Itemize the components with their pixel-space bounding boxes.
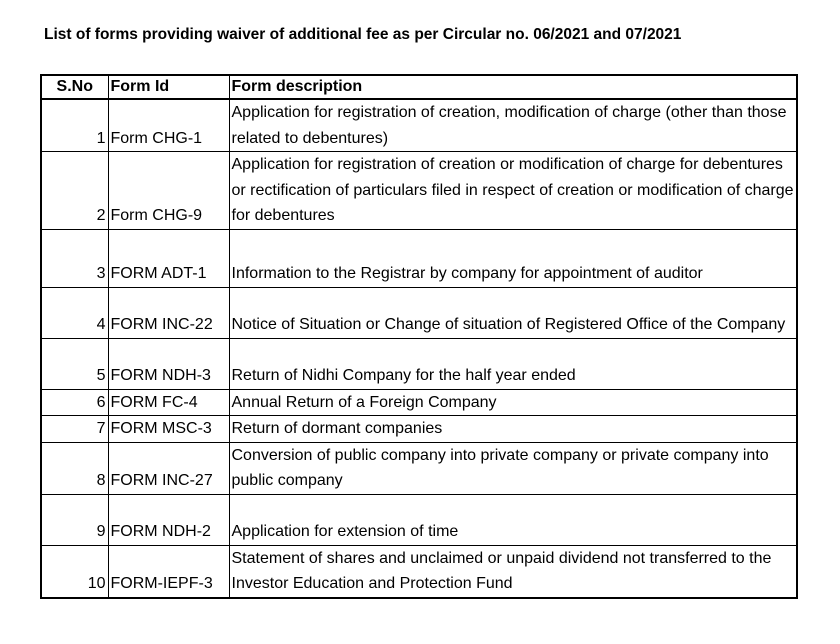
row-form-id: FORM INC-27 <box>108 442 229 494</box>
table-row <box>41 287 797 338</box>
row-sno: 6 <box>41 389 108 416</box>
row-form-description: Statement of shares and unclaimed or unpaid dividend not transferred to the Investor Education and Protection Fund <box>229 545 797 598</box>
header-sno: S.No <box>41 75 108 99</box>
header-form-description: Form description <box>229 75 797 99</box>
row-form-id: FORM INC-22 <box>108 287 229 338</box>
row-form-description: Annual Return of a Foreign Company <box>229 389 797 416</box>
row-form-id: FORM FC-4 <box>108 389 229 416</box>
table-row <box>41 442 797 494</box>
row-form-description: Return of dormant companies <box>229 416 797 443</box>
row-form-id: FORM ADT-1 <box>108 229 229 287</box>
table-row <box>41 229 797 287</box>
row-form-description: Information to the Registrar by company for appointment of auditor <box>229 229 797 287</box>
row-sno: 1 <box>41 99 108 152</box>
forms-table <box>40 74 798 599</box>
row-sno: 4 <box>41 287 108 338</box>
table-row <box>41 99 797 152</box>
row-form-id: FORM MSC-3 <box>108 416 229 443</box>
row-sno: 9 <box>41 494 108 545</box>
row-form-description: Application for registration of creation or modification of charge for debentures or rectification of particulars filed in respect of creation or modification of charge for debentures <box>229 152 797 230</box>
row-form-id: FORM-IEPF-3 <box>108 545 229 598</box>
row-form-id: FORM NDH-2 <box>108 494 229 545</box>
table-row <box>41 494 797 545</box>
row-form-id: Form CHG-1 <box>108 99 229 152</box>
table-row <box>41 389 797 416</box>
row-form-description: Application for extension of time <box>229 494 797 545</box>
row-form-description: Conversion of public company into private company or private company into public company <box>229 442 797 494</box>
row-form-description: Return of Nidhi Company for the half year ended <box>229 338 797 389</box>
table-row <box>41 338 797 389</box>
table-row <box>41 416 797 443</box>
row-form-id: Form CHG-9 <box>108 152 229 230</box>
header-form-id: Form Id <box>108 75 229 99</box>
row-form-id: FORM NDH-3 <box>108 338 229 389</box>
row-sno: 8 <box>41 442 108 494</box>
row-sno: 2 <box>41 152 108 230</box>
table-row <box>41 152 797 230</box>
row-sno: 3 <box>41 229 108 287</box>
table-row <box>41 545 797 598</box>
page-title: List of forms providing waiver of additional fee as per Circular no. 06/2021 and 07/2021 <box>44 26 682 43</box>
row-form-description: Notice of Situation or Change of situation of Registered Office of the Company <box>229 287 797 338</box>
table-header-row <box>41 75 797 99</box>
row-sno: 7 <box>41 416 108 443</box>
row-sno: 10 <box>41 545 108 598</box>
row-form-description: Application for registration of creation, modification of charge (other than those related to debentures) <box>229 99 797 152</box>
row-sno: 5 <box>41 338 108 389</box>
